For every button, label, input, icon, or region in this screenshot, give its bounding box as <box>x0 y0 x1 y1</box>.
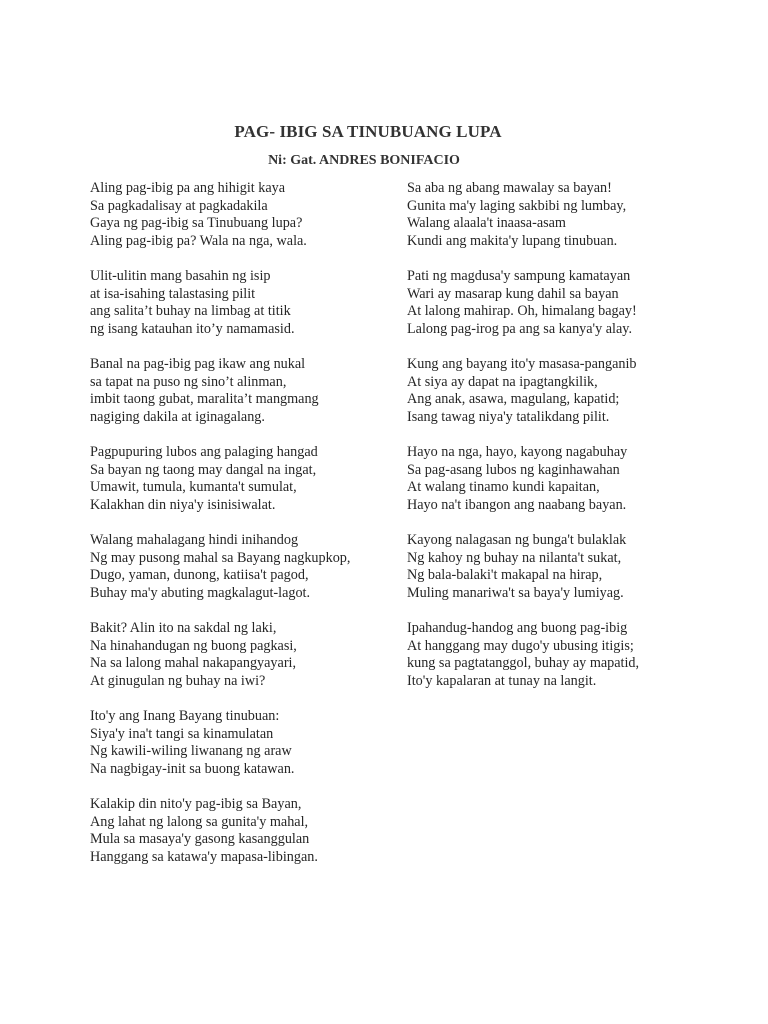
poem-line: nagiging dakila at iginagalang. <box>90 408 265 425</box>
poem-line: Mula sa masaya'y gasong kasanggulan <box>90 831 310 848</box>
poem-line: Muling manariwa't sa baya'y lumiyag. <box>407 584 624 601</box>
poem-line: Na sa lalong mahal nakapangyayari, <box>90 655 297 672</box>
poem-line: Ulit-ulitin mang basahin ng isip <box>90 268 271 284</box>
stanza <box>407 180 707 268</box>
poem-line: Na hinahandugan ng buong pagkasi, <box>90 637 297 654</box>
poem-line: Walang mahalagang hindi inihandog <box>90 532 299 548</box>
poem-line: Kayong nalagasan ng bunga't bulaklak <box>407 532 627 548</box>
stanza <box>90 356 390 444</box>
poem-line: Wari ay masarap kung dahil sa bayan <box>407 285 619 302</box>
poem-line: Ng may pusong mahal sa Bayang nagkupkop, <box>90 549 351 566</box>
right-column <box>407 180 707 708</box>
poem-line: ng isang katauhan ito’y namamasid. <box>90 320 295 337</box>
stanza <box>90 268 390 356</box>
poem-line: Ito'y kapalaran at tunay na langit. <box>407 672 597 689</box>
poem-line: at isa-isahing talastasing pilit <box>90 285 256 302</box>
poem-author: Ni: Gat. ANDRES BONIFACIO <box>268 153 460 168</box>
poem-line: Siya'y ina't tangi sa kinamulatan <box>90 725 274 742</box>
poem-line: ang salita’t buhay na limbag at titik <box>90 303 291 320</box>
stanza <box>90 180 390 268</box>
poem-line: Hayo na nga, hayo, kayong nagabuhay <box>407 444 628 460</box>
stanza <box>90 620 390 708</box>
stanza <box>407 532 707 620</box>
poem-line: Sa pag-asang lubos ng kaginhawahan <box>407 461 620 478</box>
poem-line: Sa bayan ng taong may dangal na ingat, <box>90 461 317 478</box>
poem-line: Ng kawili-wiling liwanang ng araw <box>90 743 292 760</box>
poem-line: Pagpupuring lubos ang palaging hangad <box>90 444 318 460</box>
stanza <box>90 796 390 884</box>
poem-line: sa tapat na puso ng sino’t alinman, <box>90 373 287 390</box>
poem-line: Ang anak, asawa, magulang, kapatid; <box>407 391 620 408</box>
poem-line: Dugo, yaman, dunong, katiisa't pagod, <box>90 567 309 584</box>
poem-line: Hanggang sa katawa'y mapasa-libingan. <box>90 848 318 865</box>
poem-line: Kundi ang makita'y lupang tinubuan. <box>407 232 618 249</box>
stanza <box>407 268 707 356</box>
poem-line: Gaya ng pag-ibig sa Tinubuang lupa? <box>90 215 303 232</box>
poem-line: Ipahandug-handog ang buong pag-ibig <box>407 620 628 636</box>
poem-line: Kalakip din nito'y pag-ibig sa Bayan, <box>90 796 302 812</box>
stanza <box>407 444 707 532</box>
left-column <box>90 180 390 884</box>
poem-line: Ito'y ang Inang Bayang tinubuan: <box>90 708 280 724</box>
poem-line: Walang alaala't inaasa-asam <box>407 215 566 232</box>
poem-line: imbit taong gubat, maralita’t mangmang <box>90 391 319 408</box>
stanza <box>90 708 390 796</box>
poem-title: PAG- IBIG SA TINUBUANG LUPA <box>234 122 502 141</box>
poem-line: Lalong pag-irog pa ang sa kanya'y alay. <box>407 320 633 337</box>
poem-line: Ng kahoy ng buhay na nilanta't sukat, <box>407 549 622 566</box>
poem-line: Ang lahat ng lalong sa gunita'y mahal, <box>90 813 309 830</box>
poem-line: At ginugulan ng buhay na iwi? <box>90 672 266 689</box>
poem-line: Kalakhan din niya'y isinisiwalat. <box>90 496 276 513</box>
poem-line: Kung ang bayang ito'y masasa-panganib <box>407 356 637 372</box>
stanza <box>90 444 390 532</box>
poem-line: Na nagbigay-init sa buong katawan. <box>90 760 295 777</box>
stanza <box>407 356 707 444</box>
poem-line: Aling pag-ibig pa? Wala na nga, wala. <box>90 232 307 249</box>
poem-line: Isang tawag niya'y tatalikdang pilit. <box>407 408 610 425</box>
stanza <box>90 532 390 620</box>
poem-line: kung sa pagtatanggol, buhay ay mapatid, <box>407 655 640 672</box>
poem-line: Pati ng magdusa'y sampung kamatayan <box>407 268 631 284</box>
poem-line: Buhay ma'y abuting magkalagut-lagot. <box>90 584 311 601</box>
poem-line: Sa pagkadalisay at pagkadakila <box>90 197 268 214</box>
poem-line: Sa aba ng abang mawalay sa bayan! <box>407 180 612 196</box>
poem-line: At walang tinamo kundi kapaitan, <box>407 479 600 496</box>
poem-line: Banal na pag-ibig pag ikaw ang nukal <box>90 356 306 372</box>
poem-line: At siya ay dapat na ipagtangkilik, <box>407 373 598 390</box>
poem-line: Hayo na't ibangon ang naabang bayan. <box>407 496 627 513</box>
poem-line: At hanggang may dugo'y ubusing itigis; <box>407 637 634 654</box>
poem-line: At lalong mahirap. Oh, himalang bagay! <box>407 303 637 320</box>
poem-line: Gunita ma'y laging sakbibi ng lumbay, <box>407 197 627 214</box>
poem-line: Umawit, tumula, kumanta't sumulat, <box>90 479 297 496</box>
poem-line: Ng bala-balaki't makapal na hirap, <box>407 567 603 584</box>
stanza <box>407 620 707 708</box>
poem-line: Bakit? Alin ito na sakdal ng laki, <box>90 620 277 636</box>
poem-line: Aling pag-ibig pa ang hihigit kaya <box>90 180 286 196</box>
